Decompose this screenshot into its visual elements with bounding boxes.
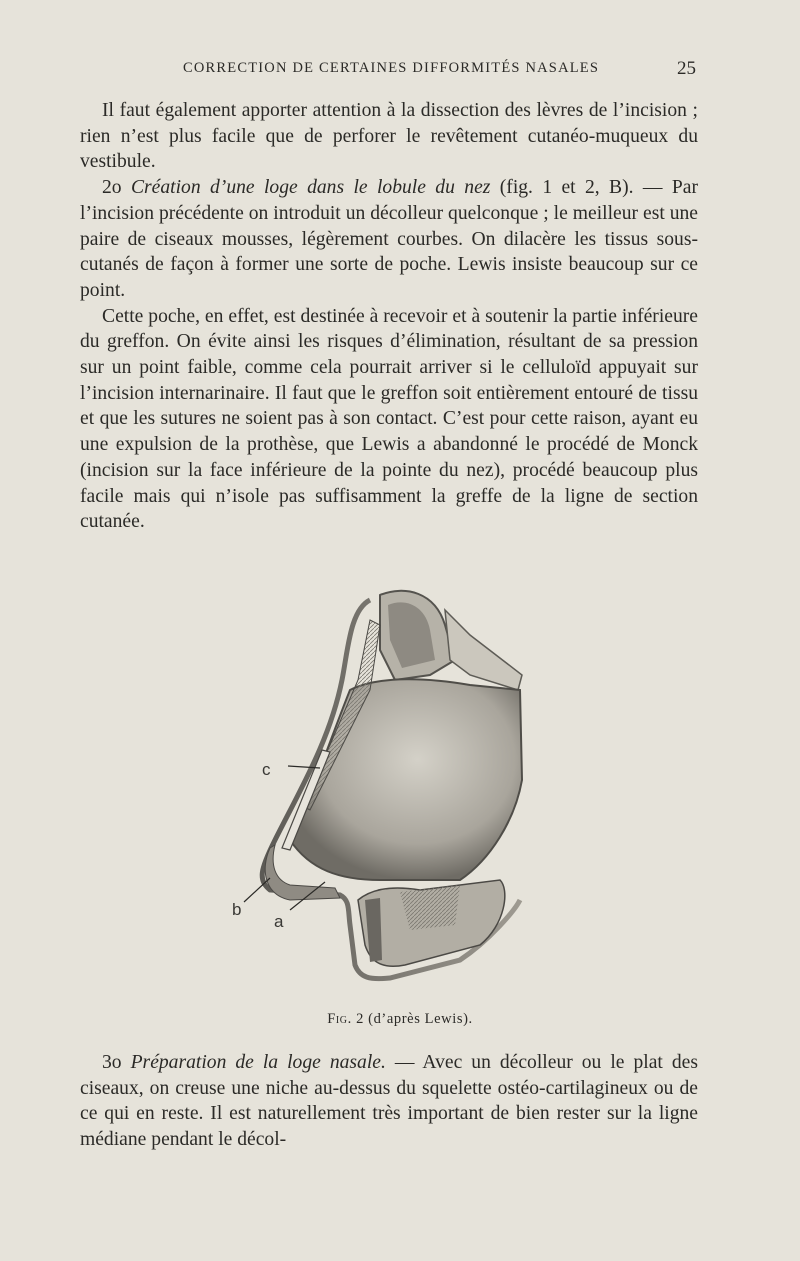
bottom-text (80, 1050, 698, 1153)
figure-caption (0, 1011, 800, 1028)
paragraph-2 (80, 175, 698, 304)
maxilla-bone (400, 885, 460, 930)
page-number: 25 (677, 58, 696, 79)
section-number-3: 3o (102, 1052, 122, 1073)
main-text (80, 98, 698, 535)
running-title: CORRECTION DE CERTAINES DIFFORMITÉS NASALES (183, 60, 600, 76)
figure-nose-section (230, 580, 550, 990)
paragraph-4-text: — Avec un décolleur ou le plat des ciseaux, on creuse une niche au-dessus du squelette ostéo-cartilagineux ou de ce qui en reste. Il est naturellement très important de bien rester sur la ligne médiane pendant le décol- (80, 1052, 698, 1151)
caption-prefix: Fig. 2 (327, 1011, 364, 1027)
section-title: Création d’une loge dans le lobule du nez (130, 177, 491, 199)
leader-line-b (244, 878, 270, 902)
label-a: a (274, 912, 284, 931)
page-header (0, 60, 800, 84)
paragraph-3: Cette poche, en effet, est destinée à recevoir et à soutenir la partie inférieure du greffon. On évite ainsi les risques d’élimination, résultant de sa pression sur un point faible, comme cela pourrait arriver si le celluloïd appuyait sur l’incision internarinaire. Il faut que le greffon soit entièrement entouré de tissu et que les sutures ne soient pas à son contact. C’est pour cette raison, ayant eu une expulsion de la prothèse, que Lewis a abandonné le procédé de Monck (incision sur la face inférieure de la pointe du nez), procédé beaucoup plus facile mais qui n’isole pas suffisamment la greffe de la ligne de section cutanée. (80, 305, 698, 533)
caption-text: (d’après Lewis). (368, 1011, 473, 1027)
upper-right-bone (445, 610, 522, 690)
label-b: b (232, 900, 242, 919)
section-number: 2o (102, 177, 122, 199)
paragraph-2-text: (fig. 1 et 2, B). — Par l’incision précédente on introduit un décolleur quelconque ; le meilleur est une paire de ciseaux mousses, légèrement courbes. On dilacère les tissus sous-cutanés de façon à former une sorte de poche. Lewis insiste beaucoup sur ce point. (80, 177, 698, 301)
paragraph-1: Il faut également apporter attention à la dissection des lèvres de l’incision ; rien n’est plus facile que de perforer le revêtement cutanéo-muqueux du vestibule. (80, 100, 698, 173)
section-title-3: Préparation de la loge nasale. (130, 1052, 386, 1073)
label-c: c (262, 760, 271, 779)
paragraph-4 (80, 1050, 698, 1153)
